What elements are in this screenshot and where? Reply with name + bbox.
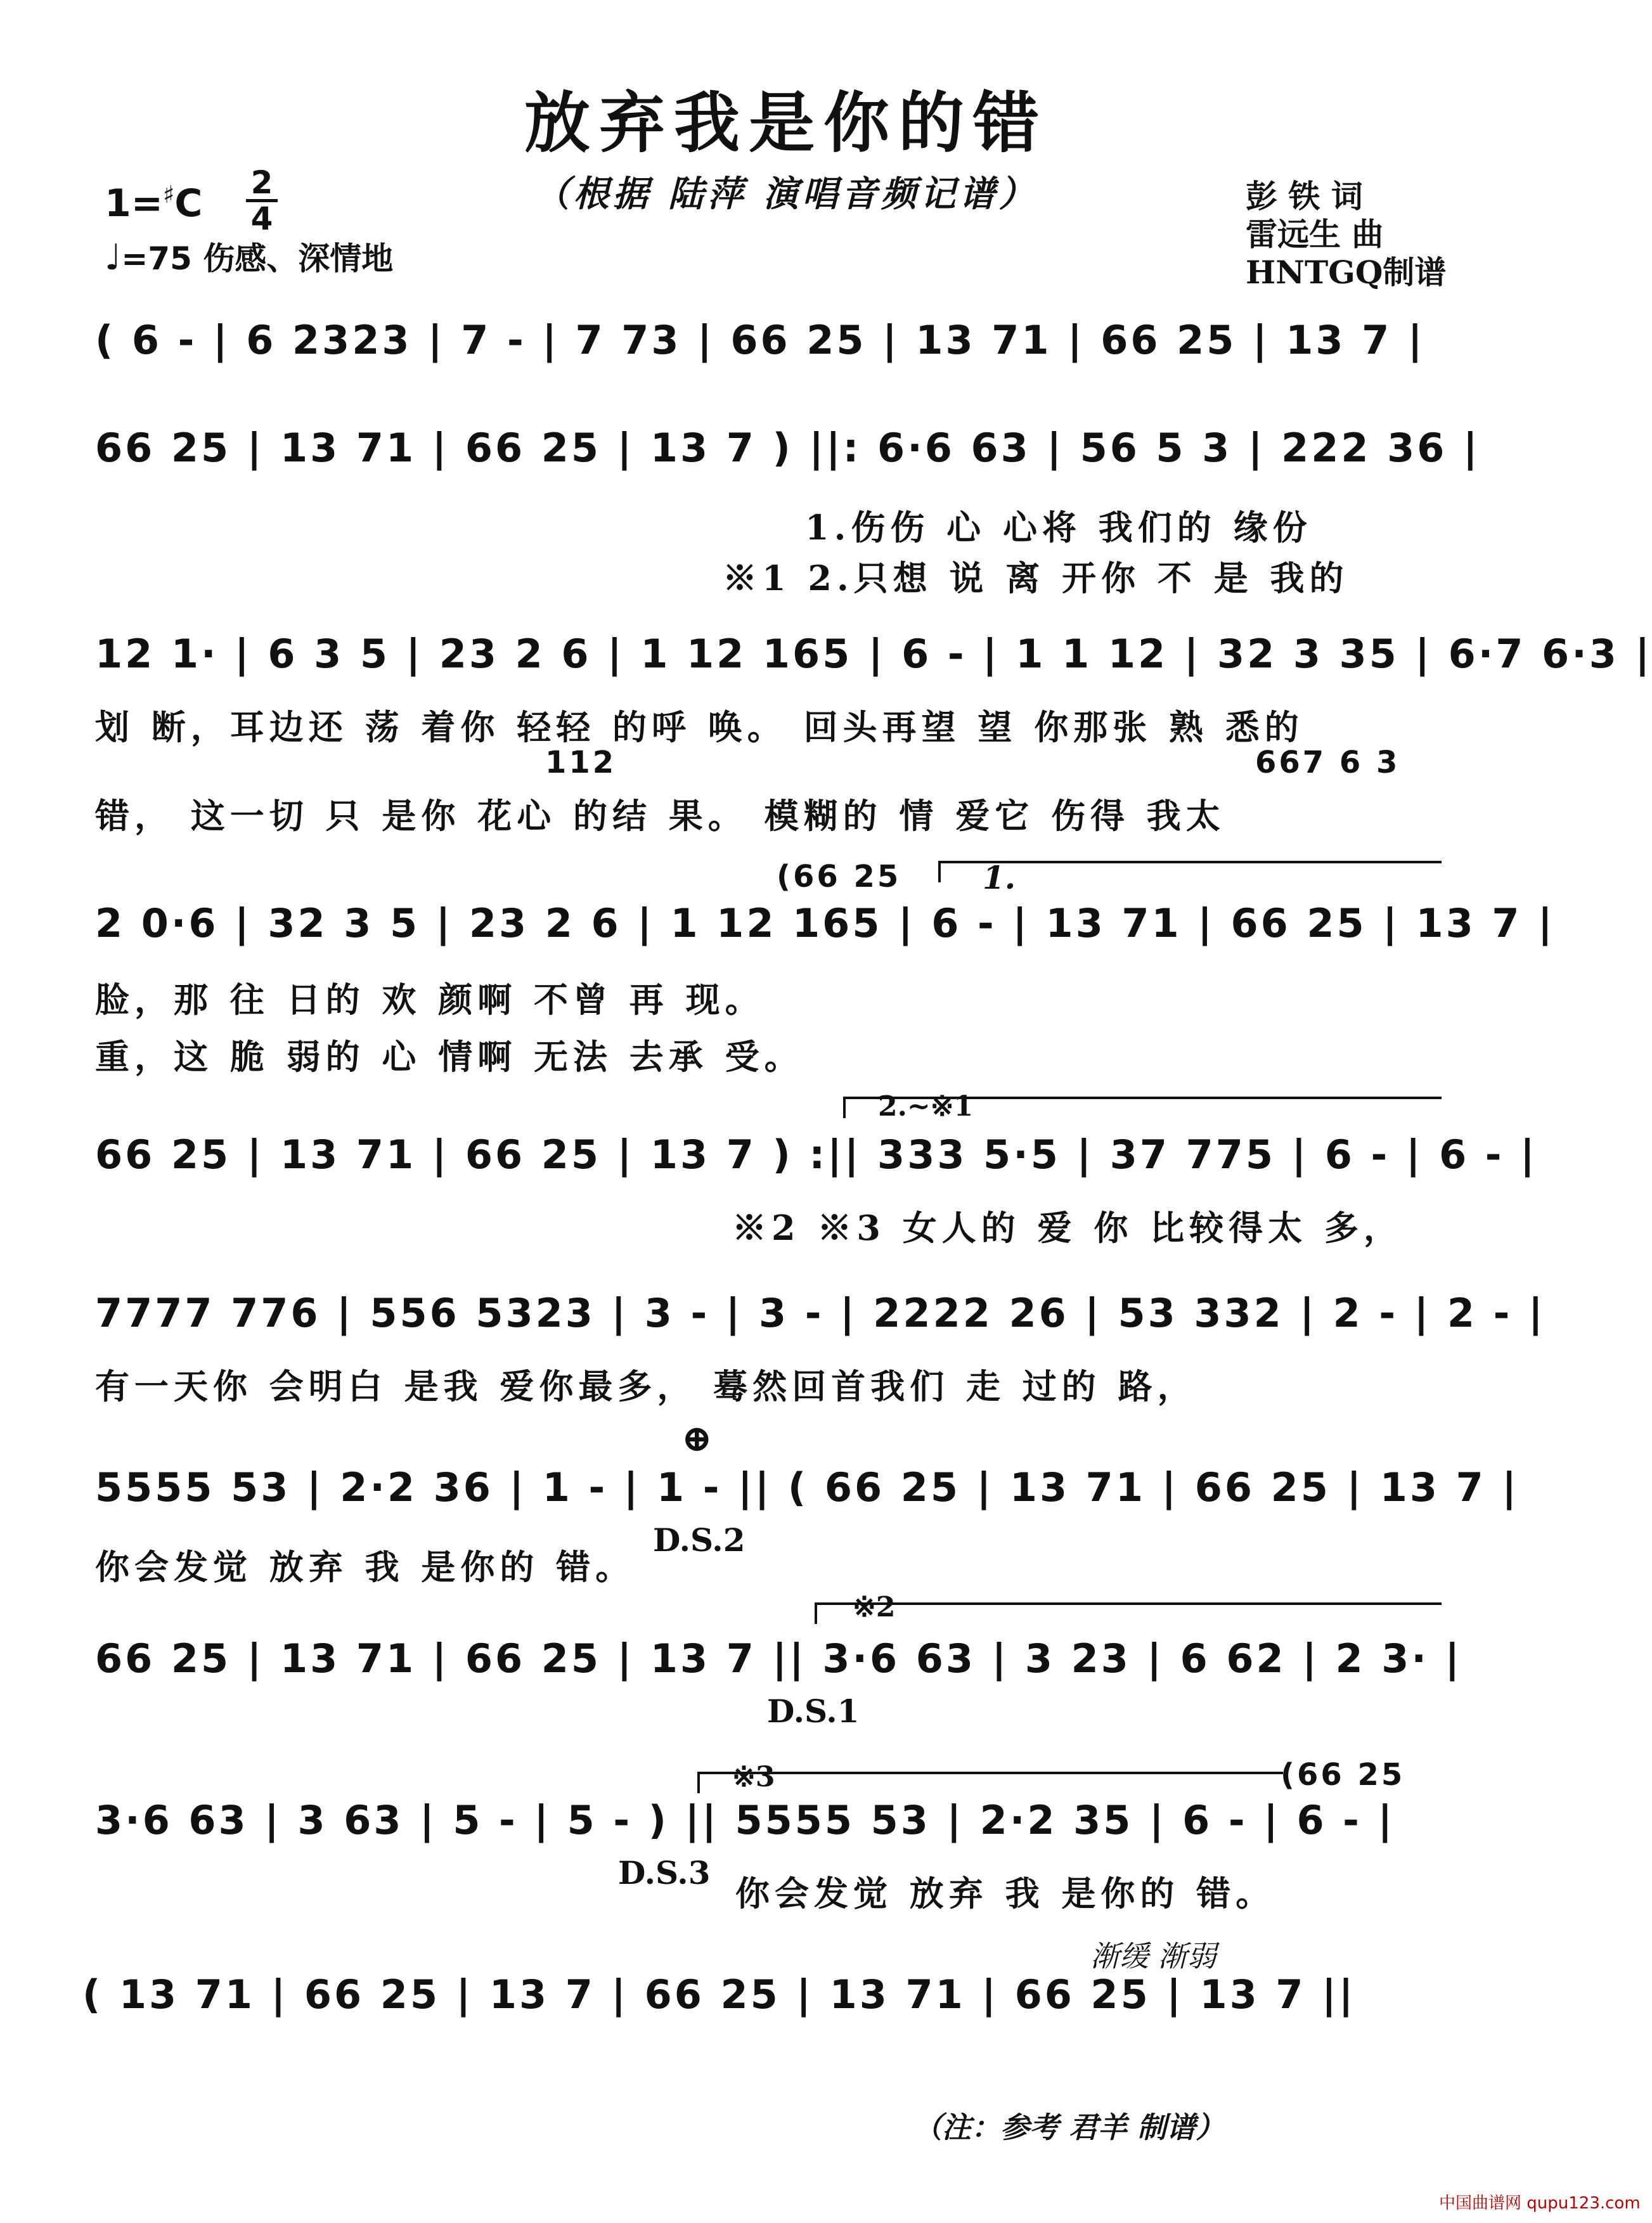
key-prefix: 1= xyxy=(105,181,164,226)
coda-icon: ⊕ xyxy=(681,1417,713,1460)
lyric-line-10: 你会发觉 放弃 我 是你的 错。 xyxy=(735,1873,1275,1914)
tempo-marking xyxy=(105,233,393,279)
volta-1-label: 1. xyxy=(983,859,1016,896)
ds2-marker: D.S.2 xyxy=(653,1521,745,1559)
lyric-line-9: 你会发觉 放弃 我 是你的 错。 xyxy=(95,1547,635,1587)
tempo-direction: 渐缓 渐弱 xyxy=(1090,1939,1216,1973)
time-numerator: 2 xyxy=(246,166,278,202)
lyric-line-8: 有一天你 会明白 是我 爱你最多， 蓦然回首我们 走 过的 路， xyxy=(95,1366,1197,1407)
alt-notes-1: 112 xyxy=(545,745,617,780)
staff-row-9: 3·6 63 | 3 63 | 5 - | 5 - ) || 5555 53 | 2·2 35 | 6 - | 6 - | xyxy=(95,1797,1395,1843)
staff-row-7: 5555 53 | 2·2 36 | 1 - | 1 - || ( 66 25 | 13 71 | 66 25 | 13 7 | xyxy=(95,1464,1519,1511)
ds1-marker: D.S.1 xyxy=(767,1692,860,1730)
staff-row-3: 12 1· | 6 3 5 | 23 2 6 | 1 12 165 | 6 - | 1 1 12 | 32 3 35 | 6·7 6·3 | xyxy=(95,631,1652,677)
alt-notes-4: (66 25 xyxy=(1281,1757,1405,1793)
segno-3-bracket xyxy=(697,1772,1283,1793)
segno-2-bracket xyxy=(815,1602,1442,1624)
lyric-line-1: 1.伤伤 心 心将 我们的 缘份 xyxy=(805,507,1312,548)
staff-row-2: 66 25 | 13 71 | 66 25 | 13 7 ) ||: 6·6 63 | 56 5 3 | 222 36 | xyxy=(95,425,1480,471)
volta-2-label: 2.~※1 xyxy=(878,1090,974,1123)
lyric-line-2: ※1 2.只想 说 离 开你 不 是 我的 xyxy=(723,558,1349,598)
volta-1-bracket xyxy=(938,861,1442,882)
lyricist-credit: 彭 铁 词 xyxy=(1246,177,1363,215)
segno-2-label: ※2 xyxy=(853,1591,896,1623)
lyric-line-3: 划 断，耳边还 荡 着你 轻轻 的呼 唤。 回头再望 望 你那张 熟 悉的 xyxy=(95,707,1304,747)
key-signature xyxy=(105,181,202,226)
alt-notes-3: (66 25 xyxy=(777,859,901,894)
staff-row-6: 7777 776 | 556 5323 | 3 - | 3 - | 2222 26 | 53 332 | 2 - | 2 - | xyxy=(95,1290,1546,1336)
tempo-text: =75 伤感、深情地 xyxy=(121,240,394,277)
quarter-note-icon: ♩ xyxy=(105,237,122,278)
staff-row-10: ( 13 71 | 66 25 | 13 7 | 66 25 | 13 71 | 66 25 | 13 7 || xyxy=(82,1971,1356,2018)
score-title: 放弃我是你的错 xyxy=(524,84,1048,162)
time-signature xyxy=(246,166,278,235)
lyric-line-7: ※2 ※3 女人的 爱 你 比较得太 多， xyxy=(732,1208,1403,1248)
ds3-marker: D.S.3 xyxy=(618,1854,711,1891)
sharp-sign: ♯ xyxy=(163,181,175,209)
composer-credit: 雷远生 曲 xyxy=(1246,216,1384,253)
lyric-line-5: 脸，那 往 日的 欢 颜啊 不曾 再 现。 xyxy=(95,979,765,1020)
score-subtitle: （根据 陆萍 演唱音频记谱） xyxy=(534,173,1038,215)
footnote: （注：参考 君羊 制谱） xyxy=(913,2110,1225,2144)
transcriber-credit: HNTGQ制谱 xyxy=(1246,254,1447,291)
alt-notes-2: 667 6 3 xyxy=(1255,745,1400,780)
key-tonic: C xyxy=(174,181,203,226)
time-denominator: 4 xyxy=(250,200,273,237)
staff-row-8: 66 25 | 13 71 | 66 25 | 13 7 || 3·6 63 | 3 23 | 6 62 | 2 3· | xyxy=(95,1635,1462,1682)
segno-3-label: ※3 xyxy=(732,1761,775,1793)
lyric-line-4: 错， 这一切 只 是你 花心 的结 果。 模糊的 情 爱它 伤得 我太 xyxy=(95,796,1225,836)
site-watermark: 中国曲谱网 qupu123.com xyxy=(1439,2194,1641,2213)
staff-row-1: ( 6 - | 6 2323 | 7 - | 7 73 | 66 25 | 13 71 | 66 25 | 13 7 | xyxy=(95,317,1425,363)
staff-row-4: 2 0·6 | 32 3 5 | 23 2 6 | 1 12 165 | 6 - | 13 71 | 66 25 | 13 7 | xyxy=(95,900,1555,946)
staff-row-5: 66 25 | 13 71 | 66 25 | 13 7 ) :|| 333 5·5 | 37 775 | 6 - | 6 - | xyxy=(95,1131,1537,1178)
lyric-line-6: 重，这 脆 弱的 心 情啊 无法 去承 受。 xyxy=(95,1036,804,1077)
